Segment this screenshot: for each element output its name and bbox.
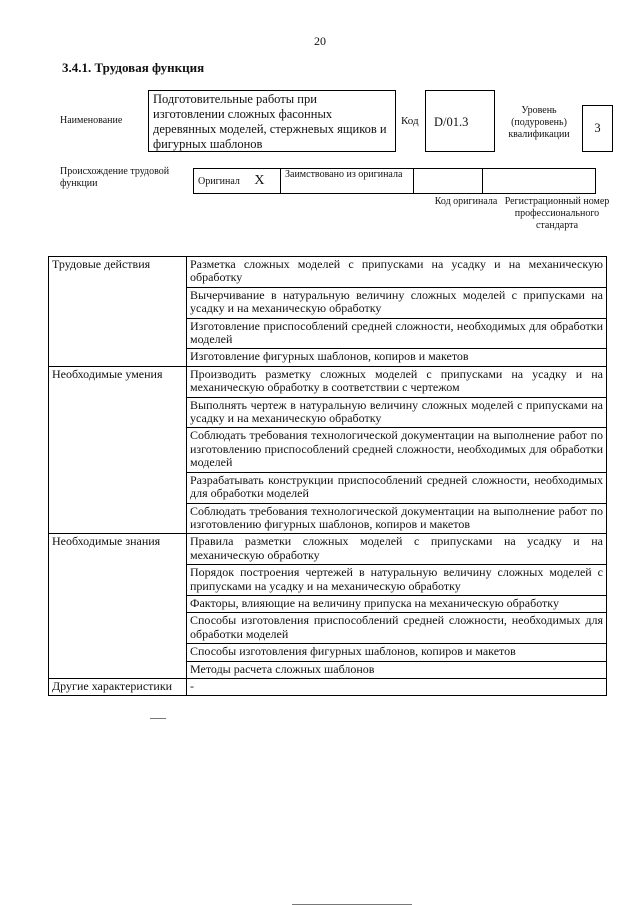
origin-label: Происхождение трудовой функции — [60, 166, 170, 189]
reg-number-cell — [483, 169, 596, 194]
section-item: - — [187, 678, 607, 695]
section-title: 3.4.1. Трудовая функция — [62, 60, 205, 75]
section-item: Разрабатывать конструкции приспособлений средней сложности, необходимых для обработки моделей — [187, 472, 607, 503]
section-name: Необходимые знания — [49, 534, 187, 679]
code-label: Код — [401, 115, 419, 127]
origin-table — [193, 168, 596, 194]
section-name: Трудовые действия — [49, 257, 187, 367]
section-item: Способы изготовления фигурных шаблонов, копиров и макетов — [187, 644, 607, 661]
section-name: Другие характеристики — [49, 678, 187, 695]
scan-mark — [150, 718, 166, 719]
section-name: Необходимые умения — [49, 366, 187, 533]
original-label: Оригинал — [198, 176, 240, 187]
origin-original-cell — [194, 169, 281, 194]
section-item: Соблюдать требования технологической документации на выполнение работ по изготовлению приспособлений средней сложности, необходимых для обработки моделей — [187, 428, 607, 472]
function-details-table — [48, 256, 607, 696]
function-name-value: Подготовительные работы при изготовлении сложных фасонных деревянных моделей, стержневых ящиков и фигурных шаблонов — [148, 90, 396, 152]
section-item: Выполнять чертеж в натуральную величину сложных моделей с припусками на усадку и на механическую обработку — [187, 397, 607, 428]
section-item: Изготовление приспособлений средней сложности, необходимых для обработки моделей — [187, 318, 607, 349]
code-original-cell — [414, 169, 483, 194]
code-original-label: Код оригинала — [434, 196, 498, 207]
reg-number-label: Регистрационный номер профессионального стандарта — [504, 196, 610, 231]
section-item: Разметка сложных моделей с припусками на усадку и на механическую обработку — [187, 257, 607, 288]
original-mark: X — [254, 173, 265, 188]
section-item: Способы изготовления приспособлений средней сложности, необходимых для обработки моделей — [187, 613, 607, 644]
section-item: Изготовление фигурных шаблонов, копиров и макетов — [187, 349, 607, 366]
table-row — [49, 257, 607, 288]
section-item: Производить разметку сложных моделей с припусками на усадку и на механическую обработку в соответствии с чертежом — [187, 366, 607, 397]
code-value: D/01.3 — [425, 90, 495, 152]
borrowed-label: Заимствовано из оригинала — [281, 169, 414, 194]
section-item: Вычерчивание в натуральную величину сложных моделей с припусками на усадку и на механическую обработку — [187, 287, 607, 318]
function-details-body — [49, 257, 607, 696]
section-item: Методы расчета сложных шаблонов — [187, 661, 607, 678]
table-row — [49, 366, 607, 397]
qualification-level-value: 3 — [582, 105, 613, 152]
qualification-level-label: Уровень (подуровень) квалификации — [508, 105, 570, 140]
table-row — [49, 534, 607, 565]
page-number: 20 — [314, 34, 326, 48]
table-row — [49, 678, 607, 695]
section-item: Порядок построения чертежей в натуральную величину сложных моделей с припусками на усадку и на механическую обработку — [187, 565, 607, 596]
section-item: Факторы, влияющие на величину припуска на механическую обработку — [187, 595, 607, 612]
section-item: Правила разметки сложных моделей с припусками на усадку и на механическую обработку — [187, 534, 607, 565]
name-label: Наименование — [60, 115, 123, 126]
section-item: Соблюдать требования технологической документации на выполнение работ по изготовлению фигурных шаблонов, копиров и макетов — [187, 503, 607, 534]
